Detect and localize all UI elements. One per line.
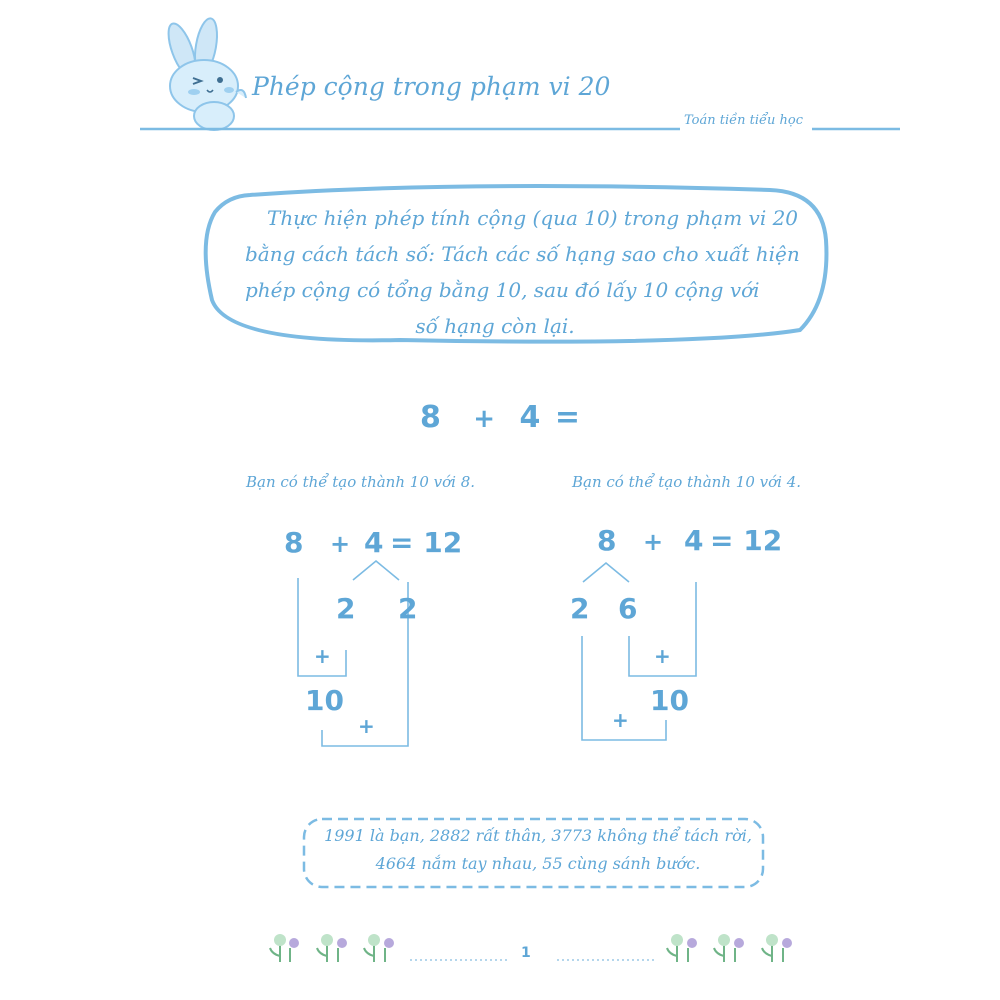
- page-title: Phép cộng trong phạm vi 20: [252, 72, 611, 101]
- rabbit-icon: [163, 17, 246, 130]
- flower-icon: [714, 934, 744, 962]
- main-eq-a: 8: [419, 400, 441, 435]
- right-ten: 10: [650, 684, 689, 717]
- left-eq-b: 4: [364, 526, 384, 559]
- left-eq-result: = 12: [390, 526, 463, 559]
- rule-box: [245, 200, 805, 344]
- left-eq-a: 8: [284, 526, 304, 559]
- main-equation: [0, 400, 1000, 435]
- left-split-b: 2: [398, 592, 418, 625]
- flower-icon: [317, 934, 347, 962]
- main-eq-b: 4: [519, 400, 541, 435]
- flower-icon: [762, 934, 792, 962]
- right-inner-plus: +: [654, 644, 671, 668]
- left-outer-plus: +: [358, 714, 375, 738]
- flower-icon: [667, 934, 697, 962]
- flower-icon: [270, 934, 299, 962]
- left-ten: 10: [305, 684, 344, 717]
- page-number: 1: [521, 945, 531, 961]
- rule-line: Thực hiện phép tính cộng (qua 10) trong phạm vi 20: [267, 206, 799, 230]
- right-eq-plus: +: [643, 528, 664, 556]
- note-line: 1991 là bạn, 2882 rất thân, 3773 không thể tách rời,: [324, 826, 752, 845]
- left-eq-plus: +: [330, 530, 351, 558]
- left-hint: Bạn có thể tạo thành 10 với 8.: [246, 473, 476, 491]
- right-eq-b: 4: [684, 524, 704, 557]
- main-eq-plus: +: [473, 404, 496, 434]
- right-hint: Bạn có thể tạo thành 10 với 4.: [572, 473, 802, 491]
- right-split-b: 6: [618, 592, 638, 625]
- note-box: [318, 822, 758, 878]
- page-subtitle: Toán tiền tiểu học: [684, 113, 803, 128]
- right-eq-a: 8: [597, 524, 617, 557]
- rule-line: phép cộng có tổng bằng 10, sau đó lấy 10 cộng với: [245, 278, 760, 302]
- right-split-a: 2: [570, 592, 590, 625]
- left-split-a: 2: [336, 592, 356, 625]
- right-outer-plus: +: [612, 708, 629, 732]
- right-eq-result: = 12: [710, 524, 783, 557]
- main-eq-equals: =: [554, 400, 581, 435]
- left-inner-plus: +: [314, 644, 331, 668]
- rule-line: bằng cách tách số: Tách các số hạng sao cho xuất hiện: [245, 242, 800, 266]
- rule-line: số hạng còn lại.: [415, 314, 575, 338]
- note-line: 4664 nắm tay nhau, 55 cùng sánh bước.: [375, 854, 701, 873]
- flower-icon: [364, 934, 394, 962]
